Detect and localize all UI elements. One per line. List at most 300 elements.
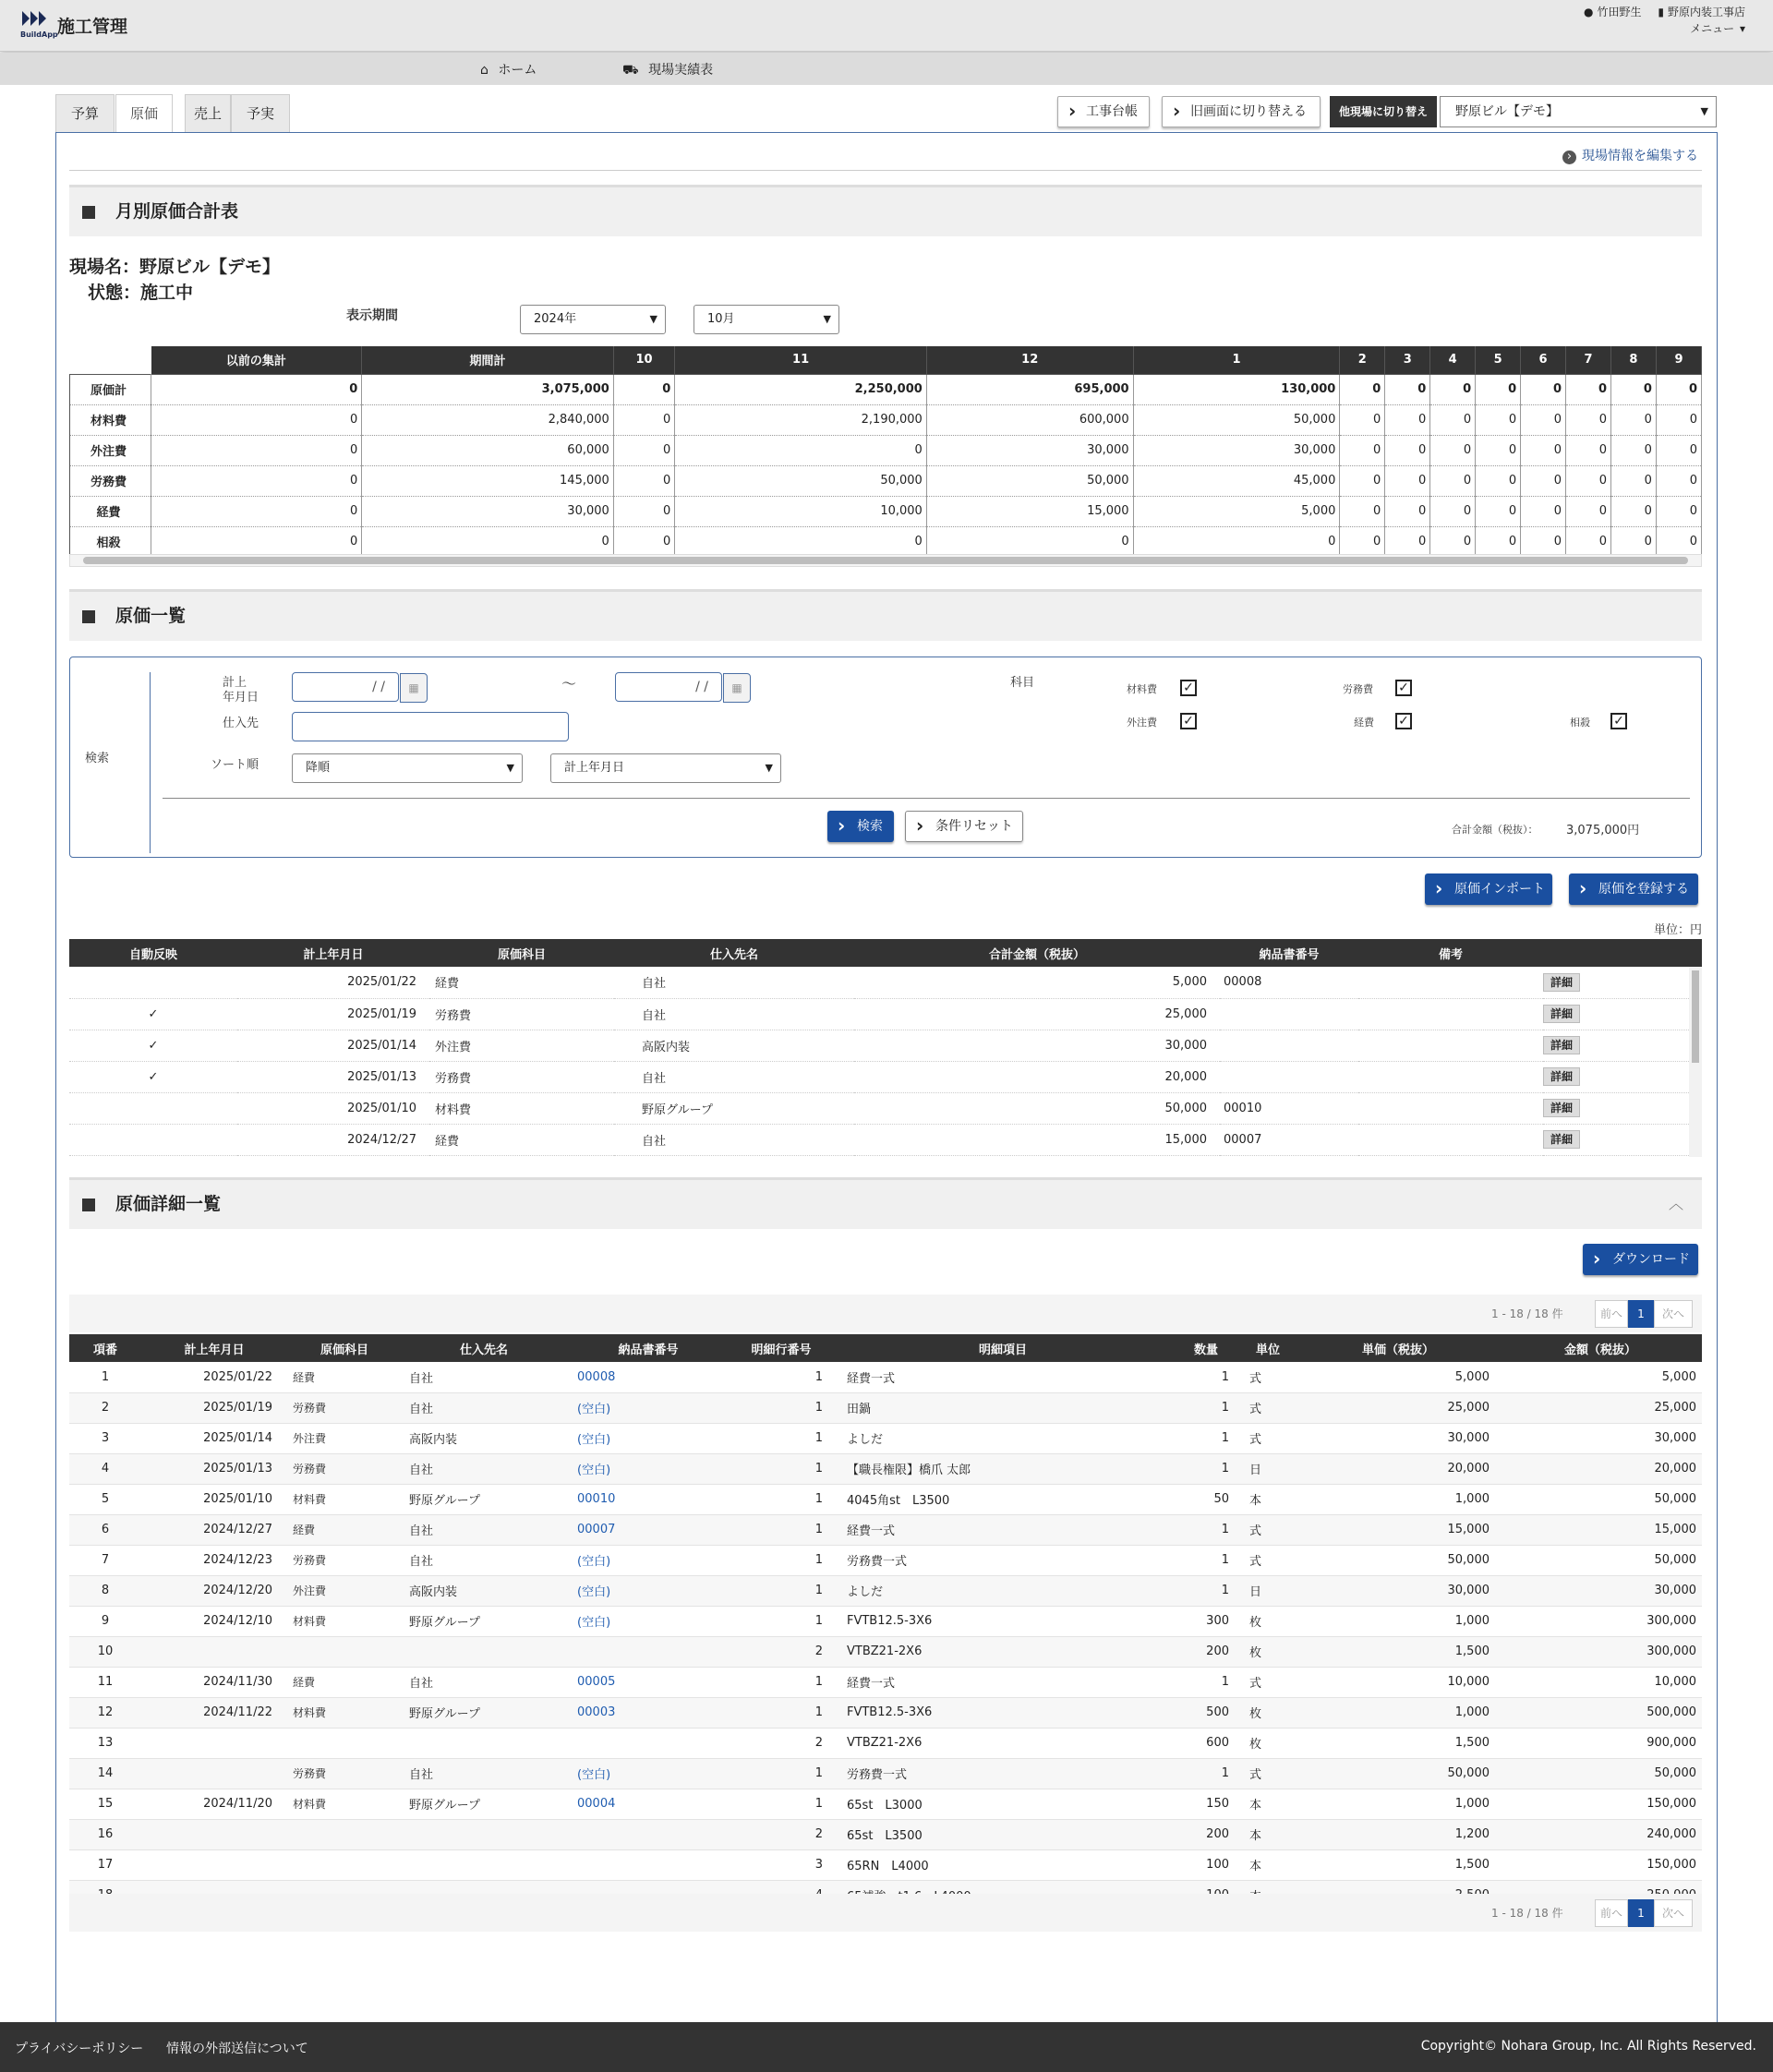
cell-no: 4	[69, 1453, 141, 1484]
supplier-label: 仕入先	[223, 717, 259, 730]
supplier-input[interactable]	[292, 712, 569, 741]
ledger-button[interactable]: › 工事台帳	[1057, 96, 1150, 127]
cell-date: 2024/12/23	[141, 1545, 287, 1575]
tab-budget[interactable]: 予算	[55, 94, 115, 133]
privacy-link[interactable]: プライバシーポリシー	[15, 2042, 144, 2056]
category-labor-checkbox[interactable]: ✓	[1395, 680, 1412, 696]
monthly-value-cell: 30,000	[1133, 435, 1340, 465]
cell-line: 1	[730, 1697, 832, 1728]
search-label: 検索	[85, 752, 110, 765]
monthly-value-cell: 0	[1340, 404, 1385, 435]
sort-order-select[interactable]	[292, 753, 523, 783]
table-row	[69, 1545, 1702, 1575]
cell-invoice[interactable]	[566, 1636, 730, 1667]
table-row[interactable]	[69, 1061, 1702, 1092]
horizontal-scrollbar[interactable]	[69, 554, 1702, 567]
cell-item: 65st L3500	[832, 1819, 1174, 1849]
monthly-row	[70, 435, 1702, 465]
cell-invoice[interactable]: 00007	[566, 1514, 730, 1545]
logo-text: BuildApp	[20, 30, 58, 39]
cell-unit: 日	[1238, 1453, 1297, 1484]
detail-button[interactable]: 詳細	[1543, 1067, 1580, 1086]
cell-qty: 1	[1174, 1514, 1238, 1545]
table-row	[69, 1728, 1702, 1758]
cell-supplier: 自社	[614, 967, 854, 998]
monthly-value-cell: 0	[362, 526, 614, 557]
cell-action	[1543, 1030, 1702, 1061]
monthly-row	[70, 404, 1702, 435]
calendar-icon[interactable]: ▦	[723, 673, 751, 703]
monthly-header-cell: 2	[1340, 346, 1385, 374]
table-row	[69, 1789, 1702, 1819]
cell-item: 田鍋	[832, 1392, 1174, 1423]
table-row	[69, 1697, 1702, 1728]
category-expense-label: 経費	[1354, 717, 1374, 729]
cell-supplier: 自社	[402, 1362, 566, 1392]
cell-price: 1,000	[1297, 1606, 1499, 1636]
cell-unit: 式	[1238, 1667, 1297, 1697]
table-row[interactable]	[69, 967, 1702, 998]
monthly-value-cell: 0	[1566, 496, 1611, 526]
month-select[interactable]	[694, 305, 839, 334]
monthly-value-cell: 0	[1521, 526, 1566, 557]
col-category: 原価科目	[429, 939, 614, 967]
category-outsource-checkbox[interactable]: ✓	[1180, 713, 1197, 729]
monthly-header-cell: 5	[1476, 346, 1521, 374]
cell-line: 1	[730, 1484, 832, 1514]
copyright: Copyright© Nohara Group, Inc. All Rights Reserved.	[1420, 2039, 1756, 2054]
cell-invoice[interactable]: (空白)	[566, 1606, 730, 1636]
tab-sales[interactable]: 売上	[185, 94, 231, 133]
old-screen-button[interactable]: › 旧画面に切り替える	[1162, 96, 1321, 127]
cell-item: 経費一式	[832, 1667, 1174, 1697]
cell-supplier: 自社	[402, 1514, 566, 1545]
cell-category: 経費	[287, 1362, 402, 1392]
monthly-header-cell: 4	[1430, 346, 1476, 374]
cost-list-table-wrap	[69, 939, 1702, 1157]
cell-line: 1	[730, 1514, 832, 1545]
user-icon: ●	[1584, 6, 1594, 18]
cell-unit: 本	[1238, 1484, 1297, 1514]
cell-date: 2025/01/19	[237, 998, 429, 1030]
cell-supplier: 野原グループ	[402, 1484, 566, 1514]
monthly-value-cell: 45,000	[1133, 465, 1340, 496]
detail-button[interactable]: 詳細	[1543, 1036, 1580, 1054]
table-row	[69, 1453, 1702, 1484]
app-title: 施工管理	[57, 17, 128, 37]
cell-supplier: 野原グループ	[614, 1092, 854, 1124]
cell-amount: 150,000	[1499, 1849, 1702, 1880]
page-1-button[interactable]: 1	[1628, 1300, 1654, 1328]
date-label-1: 計上	[223, 676, 247, 690]
cell-invoice[interactable]: (空白)	[566, 1392, 730, 1423]
monthly-value-cell: 0	[1521, 435, 1566, 465]
monthly-value-cell: 30,000	[362, 496, 614, 526]
chevron-down-icon: ▼	[823, 313, 831, 325]
col-note: 備考	[1358, 939, 1543, 967]
category-expense-checkbox[interactable]: ✓	[1395, 713, 1412, 729]
date-to-input[interactable]	[615, 672, 742, 702]
chevron-down-icon: ▼	[649, 313, 657, 325]
date-from-input[interactable]	[292, 672, 419, 702]
cell-qty: 1	[1174, 1453, 1238, 1484]
cell-qty: 150	[1174, 1789, 1238, 1819]
monthly-value-cell: 0	[613, 404, 675, 435]
cell-price: 1,500	[1297, 1849, 1499, 1880]
cell-invoice[interactable]: 00005	[566, 1667, 730, 1697]
monthly-value-cell: 0	[1656, 374, 1701, 404]
tab-cost[interactable]: 原価	[115, 94, 173, 134]
pager-bar-top	[69, 1295, 1702, 1332]
cell-unit: 式	[1238, 1514, 1297, 1545]
cell-unit: 式	[1238, 1423, 1297, 1453]
cell-invoice[interactable]	[566, 1819, 730, 1849]
monthly-section-header: 月別原価合計表	[69, 185, 1702, 236]
cell-date: 2024/12/20	[141, 1575, 287, 1606]
cell-auto: ✓	[69, 1061, 237, 1092]
external-link[interactable]: 情報の外部送信について	[166, 2042, 308, 2056]
cell-supplier: 高阪内装	[614, 1030, 854, 1061]
switch-site-button[interactable]: 他現場に切り替え	[1330, 96, 1437, 127]
cell-price: 5,000	[1297, 1362, 1499, 1392]
cell-line: 1	[730, 1606, 832, 1636]
date-from-value: / /	[372, 680, 385, 694]
monthly-value-cell: 0	[1385, 526, 1430, 557]
cell-qty: 1	[1174, 1575, 1238, 1606]
monthly-value-cell: 600,000	[926, 404, 1133, 435]
monthly-value-cell: 145,000	[362, 465, 614, 496]
cell-action	[1543, 1061, 1702, 1092]
monthly-value-cell: 5,000	[1133, 496, 1340, 526]
monthly-value-cell: 0	[1340, 526, 1385, 557]
table-row[interactable]	[69, 998, 1702, 1030]
cell-amount: 15,000	[854, 1124, 1220, 1155]
cell-line: 2	[730, 1819, 832, 1849]
detail-button[interactable]: 詳細	[1543, 973, 1580, 992]
cell-amount: 50,000	[1499, 1484, 1702, 1514]
cell-supplier: 自社	[402, 1392, 566, 1423]
col-invoice: 納品書番号	[1220, 939, 1358, 967]
cell-item: 4045角st L3500	[832, 1484, 1174, 1514]
site-select-value: 野原ビル【デモ】	[1455, 104, 1559, 119]
detail-section-header	[69, 1177, 1702, 1229]
detail-button[interactable]: 詳細	[1543, 1130, 1580, 1149]
cell-invoice: 00008	[1220, 967, 1358, 998]
site-name: 現場名：野原ビル【デモ】	[69, 257, 281, 277]
table-row	[69, 1849, 1702, 1880]
reset-button[interactable]: › 条件リセット	[905, 811, 1023, 842]
monthly-value-cell: 0	[1430, 496, 1476, 526]
monthly-value-cell: 50,000	[926, 465, 1133, 496]
cell-no: 17	[69, 1849, 141, 1880]
monthly-value-cell: 60,000	[362, 435, 614, 465]
cell-date: 2025/01/10	[141, 1484, 287, 1514]
col-no: 項番	[69, 1334, 141, 1362]
cell-no: 13	[69, 1728, 141, 1758]
monthly-value-cell: 0	[1610, 465, 1656, 496]
nav-home[interactable]	[480, 60, 537, 78]
col-unit: 単位	[1238, 1334, 1297, 1362]
monthly-value-cell: 0	[1566, 435, 1611, 465]
monthly-value-cell: 0	[1656, 435, 1701, 465]
cell-invoice: 00007	[1220, 1124, 1358, 1155]
register-cost-button[interactable]: › 原価を登録する	[1569, 873, 1698, 905]
monthly-value-cell: 2,840,000	[362, 404, 614, 435]
cell-category: 労務費	[287, 1453, 402, 1484]
next-page-button[interactable]: 次へ	[1654, 1899, 1693, 1927]
monthly-value-cell: 0	[613, 526, 675, 557]
detail-section-title: 原価詳細一覧	[115, 1194, 222, 1214]
cell-price: 1,000	[1297, 1697, 1499, 1728]
col-line: 明細行番号	[730, 1334, 832, 1362]
monthly-value-cell: 0	[1566, 526, 1611, 557]
monthly-value-cell: 0	[1610, 526, 1656, 557]
divider	[163, 798, 1690, 799]
row-label: 材料費	[70, 404, 151, 435]
table-row[interactable]	[69, 1030, 1702, 1061]
row-label: 経費	[70, 496, 151, 526]
cell-price: 50,000	[1297, 1545, 1499, 1575]
monthly-row	[70, 374, 1702, 404]
cell-item: よしだ	[832, 1575, 1174, 1606]
cell-action	[1543, 1124, 1702, 1155]
cell-invoice[interactable]: 00008	[566, 1362, 730, 1392]
vertical-scrollbar[interactable]	[1689, 967, 1702, 1157]
period-label: 表示期間	[346, 308, 398, 323]
cell-invoice[interactable]: 00003	[566, 1697, 730, 1728]
cell-category: 労務費	[287, 1392, 402, 1423]
cell-qty: 1	[1174, 1392, 1238, 1423]
cell-unit: 枚	[1238, 1697, 1297, 1728]
cell-auto	[69, 967, 237, 998]
cell-line: 2	[730, 1728, 832, 1758]
monthly-row	[70, 496, 1702, 526]
cell-amount: 5,000	[1499, 1362, 1702, 1392]
download-button[interactable]: › ダウンロード	[1583, 1244, 1698, 1275]
monthly-value-cell: 0	[151, 374, 362, 404]
nav-results[interactable]	[622, 60, 713, 79]
monthly-value-cell: 0	[675, 526, 927, 557]
monthly-value-cell: 0	[1610, 374, 1656, 404]
cell-qty: 500	[1174, 1697, 1238, 1728]
cell-unit: 本	[1238, 1789, 1297, 1819]
scrollbar-thumb[interactable]	[1692, 970, 1699, 1063]
sort-key-select[interactable]	[550, 753, 781, 783]
detail-button[interactable]: 詳細	[1543, 1099, 1580, 1117]
cell-unit: 枚	[1238, 1606, 1297, 1636]
monthly-header-cell: 3	[1385, 346, 1430, 374]
cell-qty: 200	[1174, 1636, 1238, 1667]
cell-action	[1543, 1092, 1702, 1124]
cell-item: FVTB12.5-3X6	[832, 1606, 1174, 1636]
monthly-row	[70, 465, 1702, 496]
search-button[interactable]: › 検索	[827, 811, 894, 842]
cell-item: 【職長権限】橋爪 太郎	[832, 1453, 1174, 1484]
col-amount: 合計金額（税抜）	[854, 939, 1220, 967]
monthly-value-cell: 0	[1656, 526, 1701, 557]
monthly-value-cell: 0	[1430, 374, 1476, 404]
search-box	[69, 657, 1702, 858]
table-row	[69, 1484, 1702, 1514]
tab-budget-actual[interactable]: 予実	[231, 94, 290, 133]
monthly-value-cell: 0	[1566, 465, 1611, 496]
col-supplier: 仕入先名	[614, 939, 854, 967]
cell-invoice[interactable]: (空白)	[566, 1545, 730, 1575]
cell-supplier	[402, 1819, 566, 1849]
footer	[0, 2022, 1773, 2072]
monthly-header-cell: 10	[613, 346, 675, 374]
main-panel	[55, 132, 1718, 2058]
monthly-value-cell: 2,190,000	[675, 404, 927, 435]
cell-price: 30,000	[1297, 1575, 1499, 1606]
cell-supplier: 高阪内装	[402, 1575, 566, 1606]
record-count: 1 - 18 / 18 件	[1491, 1907, 1563, 1920]
table-row	[69, 1362, 1702, 1392]
pager-bar-bottom	[69, 1894, 1702, 1932]
cell-unit: 枚	[1238, 1636, 1297, 1667]
cell-note	[1358, 998, 1543, 1030]
col-item: 明細項目	[832, 1334, 1174, 1362]
cell-category: 外注費	[287, 1423, 402, 1453]
prev-page-button[interactable]: 前へ	[1595, 1300, 1628, 1328]
monthly-value-cell: 0	[613, 496, 675, 526]
monthly-value-cell: 0	[1340, 435, 1385, 465]
cell-price: 15,000	[1297, 1514, 1499, 1545]
cell-no: 1	[69, 1362, 141, 1392]
cell-category: 経費	[429, 967, 614, 998]
cell-category: 材料費	[287, 1697, 402, 1728]
cell-line: 1	[730, 1423, 832, 1453]
cell-supplier	[402, 1849, 566, 1880]
cell-amount: 50,000	[854, 1092, 1220, 1124]
scrollbar-thumb[interactable]	[83, 557, 1688, 564]
category-label: 科目	[1010, 676, 1035, 690]
cell-invoice[interactable]: (空白)	[566, 1453, 730, 1484]
user-name[interactable]: 竹田野生	[1597, 6, 1642, 18]
monthly-value-cell: 0	[1656, 465, 1701, 496]
site-select[interactable]	[1440, 96, 1717, 127]
cell-invoice[interactable]	[566, 1728, 730, 1758]
cell-amount: 300,000	[1499, 1636, 1702, 1667]
monthly-value-cell: 0	[1340, 374, 1385, 404]
monthly-value-cell: 0	[1656, 404, 1701, 435]
cell-line: 1	[730, 1575, 832, 1606]
range-tilde: 〜	[561, 675, 577, 693]
cell-no: 6	[69, 1514, 141, 1545]
category-labor-label: 労務費	[1343, 683, 1373, 695]
cell-supplier: 野原グループ	[402, 1606, 566, 1636]
chevron-up-icon[interactable]: ︿	[1668, 1195, 1683, 1212]
edit-site-link[interactable]: › 現場情報を編集する	[1562, 146, 1698, 164]
monthly-value-cell: 0	[675, 435, 927, 465]
cell-price: 1,000	[1297, 1789, 1499, 1819]
table-row	[69, 1575, 1702, 1606]
year-select[interactable]	[520, 305, 666, 334]
monthly-header-cell: 12	[926, 346, 1133, 374]
cell-item: 労務費一式	[832, 1758, 1174, 1789]
cell-qty: 50	[1174, 1484, 1238, 1514]
monthly-value-cell: 0	[926, 526, 1133, 557]
calendar-icon[interactable]: ▦	[400, 673, 428, 703]
sort-key-value: 計上年月日	[564, 761, 625, 775]
cell-invoice[interactable]: (空白)	[566, 1423, 730, 1453]
monthly-value-cell: 0	[151, 496, 362, 526]
cell-line: 1	[730, 1545, 832, 1575]
cell-invoice[interactable]: (空白)	[566, 1758, 730, 1789]
monthly-value-cell: 2,250,000	[675, 374, 927, 404]
cell-supplier: 高阪内装	[402, 1423, 566, 1453]
detail-button[interactable]: 詳細	[1543, 1005, 1580, 1023]
cell-invoice[interactable]: 00004	[566, 1789, 730, 1819]
cost-import-button[interactable]: › 原価インポート	[1425, 873, 1552, 905]
prev-page-button[interactable]: 前へ	[1595, 1899, 1628, 1927]
cell-amount: 5,000	[854, 967, 1220, 998]
cell-item: 労務費一式	[832, 1545, 1174, 1575]
monthly-value-cell: 0	[613, 465, 675, 496]
table-row[interactable]	[69, 1124, 1702, 1155]
cell-date: 2025/01/14	[141, 1423, 287, 1453]
cell-date: 2024/11/30	[141, 1667, 287, 1697]
cell-date: 2024/11/20	[141, 1789, 287, 1819]
cell-note	[1358, 1061, 1543, 1092]
cell-no: 5	[69, 1484, 141, 1514]
cell-item: FVTB12.5-3X6	[832, 1697, 1174, 1728]
cell-unit: 式	[1238, 1362, 1297, 1392]
col-auto: 自動反映	[69, 939, 237, 967]
monthly-value-cell: 0	[613, 374, 675, 404]
cell-invoice[interactable]	[566, 1849, 730, 1880]
cell-unit: 枚	[1238, 1728, 1297, 1758]
col-action	[1543, 939, 1702, 967]
monthly-row	[70, 526, 1702, 557]
cell-item: 65st L3000	[832, 1789, 1174, 1819]
table-row[interactable]	[69, 1092, 1702, 1124]
monthly-value-cell: 3,075,000	[362, 374, 614, 404]
company-name: 野原内装工事店	[1667, 6, 1745, 18]
monthly-value-cell: 0	[1610, 496, 1656, 526]
col-date: 計上年月日	[141, 1334, 287, 1362]
unit-label: 単位：円	[1653, 923, 1702, 937]
monthly-value-cell: 0	[1430, 404, 1476, 435]
cell-supplier	[402, 1728, 566, 1758]
monthly-value-cell: 15,000	[926, 496, 1133, 526]
col-qty: 数量	[1174, 1334, 1238, 1362]
monthly-header-cell: 9	[1656, 346, 1701, 374]
cell-date: 2024/12/27	[237, 1124, 429, 1155]
category-material-checkbox[interactable]: ✓	[1180, 680, 1197, 696]
cell-category: 経費	[287, 1514, 402, 1545]
home-icon: ⌂	[480, 63, 488, 78]
cell-invoice[interactable]: (空白)	[566, 1575, 730, 1606]
app-header	[0, 0, 1773, 52]
page-1-button[interactable]: 1	[1628, 1899, 1654, 1927]
cell-date	[141, 1849, 287, 1880]
cell-category	[287, 1849, 402, 1880]
monthly-value-cell: 0	[1476, 404, 1521, 435]
cost-list-section-header: 原価一覧	[69, 589, 1702, 641]
cell-date	[141, 1636, 287, 1667]
category-material-label: 材料費	[1127, 683, 1157, 695]
category-offset-checkbox[interactable]: ✓	[1610, 713, 1627, 729]
monthly-value-cell: 0	[1566, 404, 1611, 435]
table-row	[69, 1819, 1702, 1849]
cell-date: 2024/11/22	[141, 1697, 287, 1728]
car-icon: ⛟	[622, 63, 639, 78]
menu-dropdown[interactable]	[1571, 20, 1745, 37]
cell-invoice[interactable]: 00010	[566, 1484, 730, 1514]
next-page-button[interactable]: 次へ	[1654, 1300, 1693, 1328]
cell-amount: 25,000	[854, 998, 1220, 1030]
